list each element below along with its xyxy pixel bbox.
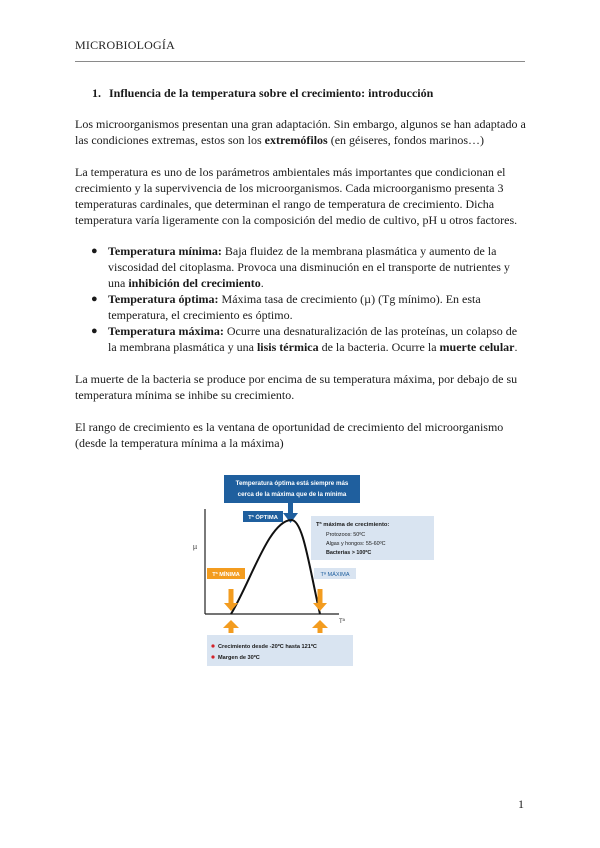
maxima-arrow-shaft: [318, 589, 323, 603]
maxima-label: Tª MÁXIMA: [320, 572, 350, 578]
para1-text-b: (en géiseres, fondos marinos…): [327, 133, 485, 147]
paragraph-temperature: La temperatura es uno de los parámetros ambientales más importantes que condicionan el crecimiento y la supervivencia de los microorganismos. Cada microorganismo presenta 3 temperaturas cardinales, que determinan el rango de temperatura de crecimiento. Dicha temperatura varía ligeramente con la composición del medio de cultivo, pH u otros factores.: [75, 165, 518, 227]
bullet-emphasis: inhibición del crecimiento: [128, 276, 261, 290]
optima-label: Tª ÓPTIMA: [248, 515, 278, 521]
growth-temperature-figure: [193, 471, 435, 668]
list-item: [75, 291, 527, 323]
bullet-text: de la bacteria. Ocurre la: [318, 340, 440, 354]
range-right-arrow-icon: [312, 620, 328, 628]
callout-arrow-shaft: [288, 503, 293, 513]
maxima-info-title: Tª máxima de crecimiento:: [316, 522, 390, 528]
range-info-item: Crecimiento desde -20ºC hasta 121ºC: [218, 644, 317, 650]
bullet-emphasis: muerte celular: [439, 340, 515, 354]
paragraph-death: La muerte de la bacteria se produce por encima de su temperatura máxima, por debajo de su temperatura mínima se inhibe su crecimiento.: [75, 372, 518, 402]
section-title-text: Influencia de la temperatura sobre el crecimiento: introducción: [109, 86, 434, 100]
bullet-text: .: [260, 276, 264, 290]
range-bullet-icon: [211, 644, 214, 647]
range-left-arrow-shaft: [229, 628, 234, 633]
y-axis-label: µ: [193, 544, 198, 551]
paragraph-range: El rango de crecimiento es la ventana de oportunidad de crecimiento del microorganismo (desde la temperatura mínima a la máxima): [75, 420, 504, 450]
range-left-arrow-icon: [223, 620, 239, 628]
header-divider: [75, 61, 525, 62]
para1-text-a: Los microorganismos presentan una gran adaptación. Sin embargo, algunos se han adaptado a las condiciones extremas, estos son los: [75, 117, 526, 147]
callout-line2: cerca de la máxima que de la mínima: [237, 491, 347, 498]
bullet-text: Ocurre una desnaturalización de las proteínas, un colapso de la membrana plasmática y una: [108, 324, 518, 354]
document-header: MICROBIOLOGÍA: [75, 38, 175, 52]
callout-line1: Temperatura óptima está siempre más: [235, 480, 349, 487]
paragraph-adaptation: [75, 116, 527, 148]
figure-svg: [193, 471, 435, 668]
bullet-text: Máxima tasa de crecimiento (µ) (Tg mínimo). En esta temperatura, el crecimiento es óptimo.: [108, 292, 481, 322]
maxima-arrow-icon: [313, 603, 327, 611]
page-number: 1: [518, 797, 524, 811]
bullet-term: Temperatura máxima:: [108, 324, 224, 338]
minima-label: Tª MÍNIMA: [212, 572, 240, 578]
bullet-term: Temperatura óptima:: [108, 292, 219, 306]
bullet-icon: ●: [91, 245, 98, 257]
range-info-item: Margen de 30ºC: [218, 655, 260, 661]
minima-arrow-shaft: [229, 589, 234, 603]
maxima-info-item: Bacterias > 100ºC: [326, 550, 372, 556]
bullet-text: .: [514, 340, 518, 354]
bullet-text: Baja fluidez de la membrana plasmática y aumento de la viscosidad del citoplasma. Provoca una disminución en el transporte de nutrientes y una: [108, 244, 510, 290]
section-heading: [92, 86, 433, 101]
range-right-arrow-shaft: [318, 628, 323, 633]
growth-curve: [231, 520, 320, 614]
bullet-emphasis: lisis térmica: [256, 340, 319, 354]
section-number: 1.: [92, 86, 101, 100]
para1-bold: extremófilos: [264, 133, 328, 147]
maxima-info-item: Algas y hongos: 55-60ºC: [326, 541, 386, 547]
maxima-info-item: Protozoos: 50ºC: [326, 532, 366, 538]
bullet-icon: ●: [91, 293, 98, 305]
list-item: [75, 243, 527, 291]
list-item: [75, 323, 527, 355]
range-info-box: [207, 635, 353, 666]
x-axis-label: Tª: [339, 619, 345, 625]
temperature-list: [75, 243, 527, 355]
range-bullet-icon: [211, 655, 214, 658]
bullet-term: Temperatura mínima:: [108, 244, 222, 258]
bullet-icon: ●: [91, 325, 98, 337]
